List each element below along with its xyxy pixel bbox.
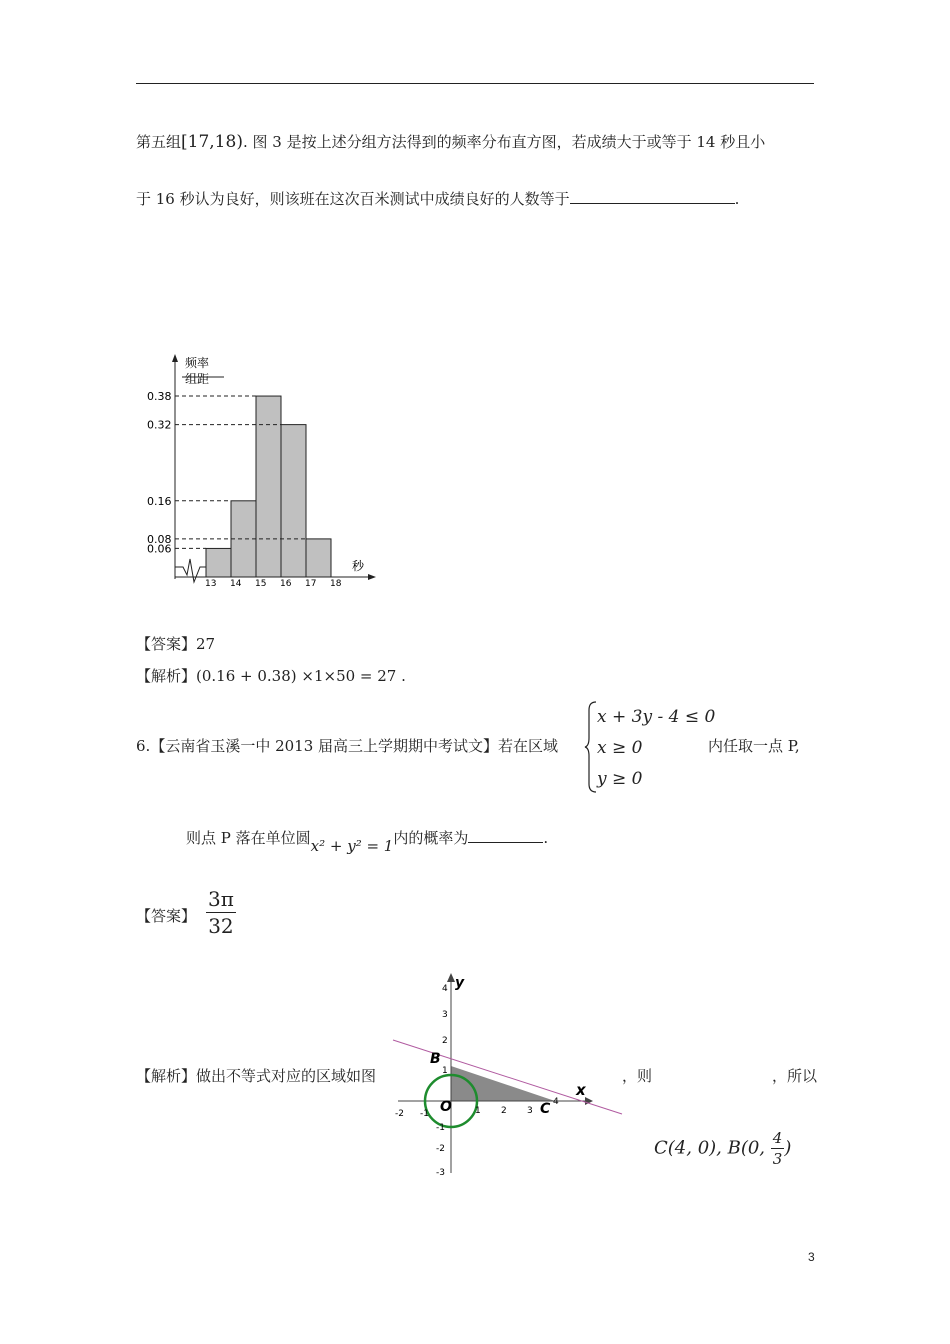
answer6-numerator: 3π	[208, 887, 234, 911]
q6-answer-blank	[468, 828, 543, 843]
q6-line2-end: .	[543, 829, 549, 847]
tick-y--3: -3	[436, 1168, 445, 1178]
system-brace	[584, 700, 598, 794]
tick-x-1: 1	[475, 1106, 481, 1116]
q5-interval: [17,18)	[181, 132, 243, 152]
tick-y-4: 4	[442, 984, 448, 994]
inequality-1: x + 3y - 4 ≤ 0	[597, 707, 716, 727]
y-axis-arrow	[447, 973, 455, 982]
hist-xlabel: 秒	[352, 559, 365, 573]
tick-y-2: 2	[442, 1036, 448, 1046]
hist-ylabel-top: 频率	[185, 356, 210, 370]
analysis6-mid: ，则	[622, 1067, 653, 1085]
inequality-3: y ≥ 0	[597, 769, 643, 789]
hist-axis-break	[175, 559, 206, 582]
points-suffix: )	[784, 1137, 792, 1159]
hist-ylabel-bottom: 组距	[185, 372, 210, 386]
answer5	[136, 634, 215, 654]
hist-bar-17-18	[306, 539, 331, 577]
q6-intro: 若在区域	[498, 737, 559, 755]
hist-ytick-0.16: 0.16	[147, 494, 172, 508]
hist-ytick-0.32: 0.32	[147, 418, 172, 432]
q6-line1	[136, 736, 558, 756]
tick-x-3: 3	[527, 1106, 533, 1116]
circle-equation: x² + y² = 1	[310, 837, 394, 855]
tick-x--1: -1	[420, 1109, 429, 1119]
tick-y--1: -1	[436, 1123, 445, 1133]
hist-xtick-15: 15	[255, 579, 267, 589]
hist-xtick-18: 18	[330, 579, 342, 589]
q6-line2-suffix: 内的概率为	[393, 829, 469, 847]
analysis6-label: 【解析】	[136, 1067, 197, 1085]
hist-ytick-0.38: 0.38	[147, 390, 172, 404]
point-o-label: O	[440, 1099, 452, 1115]
q6-number: 6.	[136, 737, 151, 755]
axis-x-label: x	[576, 1081, 586, 1099]
hist-xtick-13: 13	[205, 579, 217, 589]
point-b-label: B	[430, 1051, 441, 1067]
q5-line2	[136, 189, 739, 209]
tick-y-3: 3	[442, 1010, 448, 1020]
q5-line1-rest: . 图 3 是按上述分组方法得到的频率分布直方图，若成绩大于或等于 14 秒且小	[242, 133, 766, 151]
answer6-fraction	[206, 886, 236, 939]
q6-line2-prefix: 则点 P 落在单位圆	[186, 829, 311, 847]
answer5-value: 27	[196, 635, 216, 653]
boundary-line	[393, 1040, 622, 1114]
answer6-label: 【答案】	[136, 907, 197, 925]
analysis6-end: ，所以	[772, 1067, 818, 1085]
hist-xtick-17: 17	[305, 579, 317, 589]
header-rule	[136, 83, 814, 84]
hist-bar-15-16	[256, 396, 281, 577]
hist-bar-16-17	[281, 425, 306, 577]
hist-bar-13-14	[206, 548, 231, 577]
inequality-system	[597, 702, 715, 795]
analysis6-text: 做出不等式对应的区域如图	[196, 1067, 377, 1085]
q6-line2	[186, 828, 549, 855]
q5-line1-prefix: 第五组	[136, 133, 182, 151]
tick-y--2: -2	[436, 1144, 445, 1154]
axis-y-label: y	[455, 975, 465, 991]
hist-ytick-0.08: 0.08	[147, 532, 172, 546]
point-c-label: C	[540, 1101, 551, 1117]
tick-y-1: 1	[442, 1066, 448, 1076]
tick-x--2: -2	[395, 1109, 404, 1119]
hist-y-axis-arrow	[172, 354, 178, 362]
page-number: 3	[808, 1250, 815, 1264]
analysis5-label: 【解析】	[136, 667, 197, 685]
shaded-region	[451, 1066, 555, 1101]
analysis5-formula: (0.16 + 0.38) ×1×50 = 27 .	[196, 667, 406, 685]
q6-after: 内任取一点 P,	[708, 737, 800, 755]
q6-source: 【云南省玉溪一中 2013 届高三上学期期中考试文】	[150, 737, 499, 755]
q5-line2-end: .	[734, 190, 740, 208]
hist-ytick-0.06: 0.06	[147, 542, 172, 556]
region-graph	[390, 968, 630, 1178]
points-bc	[654, 1128, 791, 1169]
q5-line2-text: 于 16 秒认为良好，则该班在这次百米测试中成绩良好的人数等于	[136, 190, 570, 208]
point-b-denominator: 3	[772, 1150, 783, 1168]
analysis6-line	[136, 1066, 376, 1086]
answer6-denominator: 32	[208, 914, 234, 938]
tick-x-4: 4	[553, 1097, 559, 1107]
frequency-histogram	[140, 350, 390, 595]
hist-x-axis-arrow	[368, 574, 376, 580]
point-b-numerator: 4	[772, 1129, 783, 1147]
q5-answer-blank	[570, 189, 735, 204]
q5-line1	[136, 132, 765, 152]
hist-xtick-14: 14	[230, 579, 242, 589]
inequality-2: x ≥ 0	[597, 738, 643, 758]
answer5-label: 【答案】	[136, 635, 197, 653]
tick-x-2: 2	[501, 1106, 507, 1116]
analysis5	[136, 666, 406, 686]
points-prefix: C(4, 0), B(0,	[654, 1137, 771, 1159]
hist-xtick-16: 16	[280, 579, 292, 589]
